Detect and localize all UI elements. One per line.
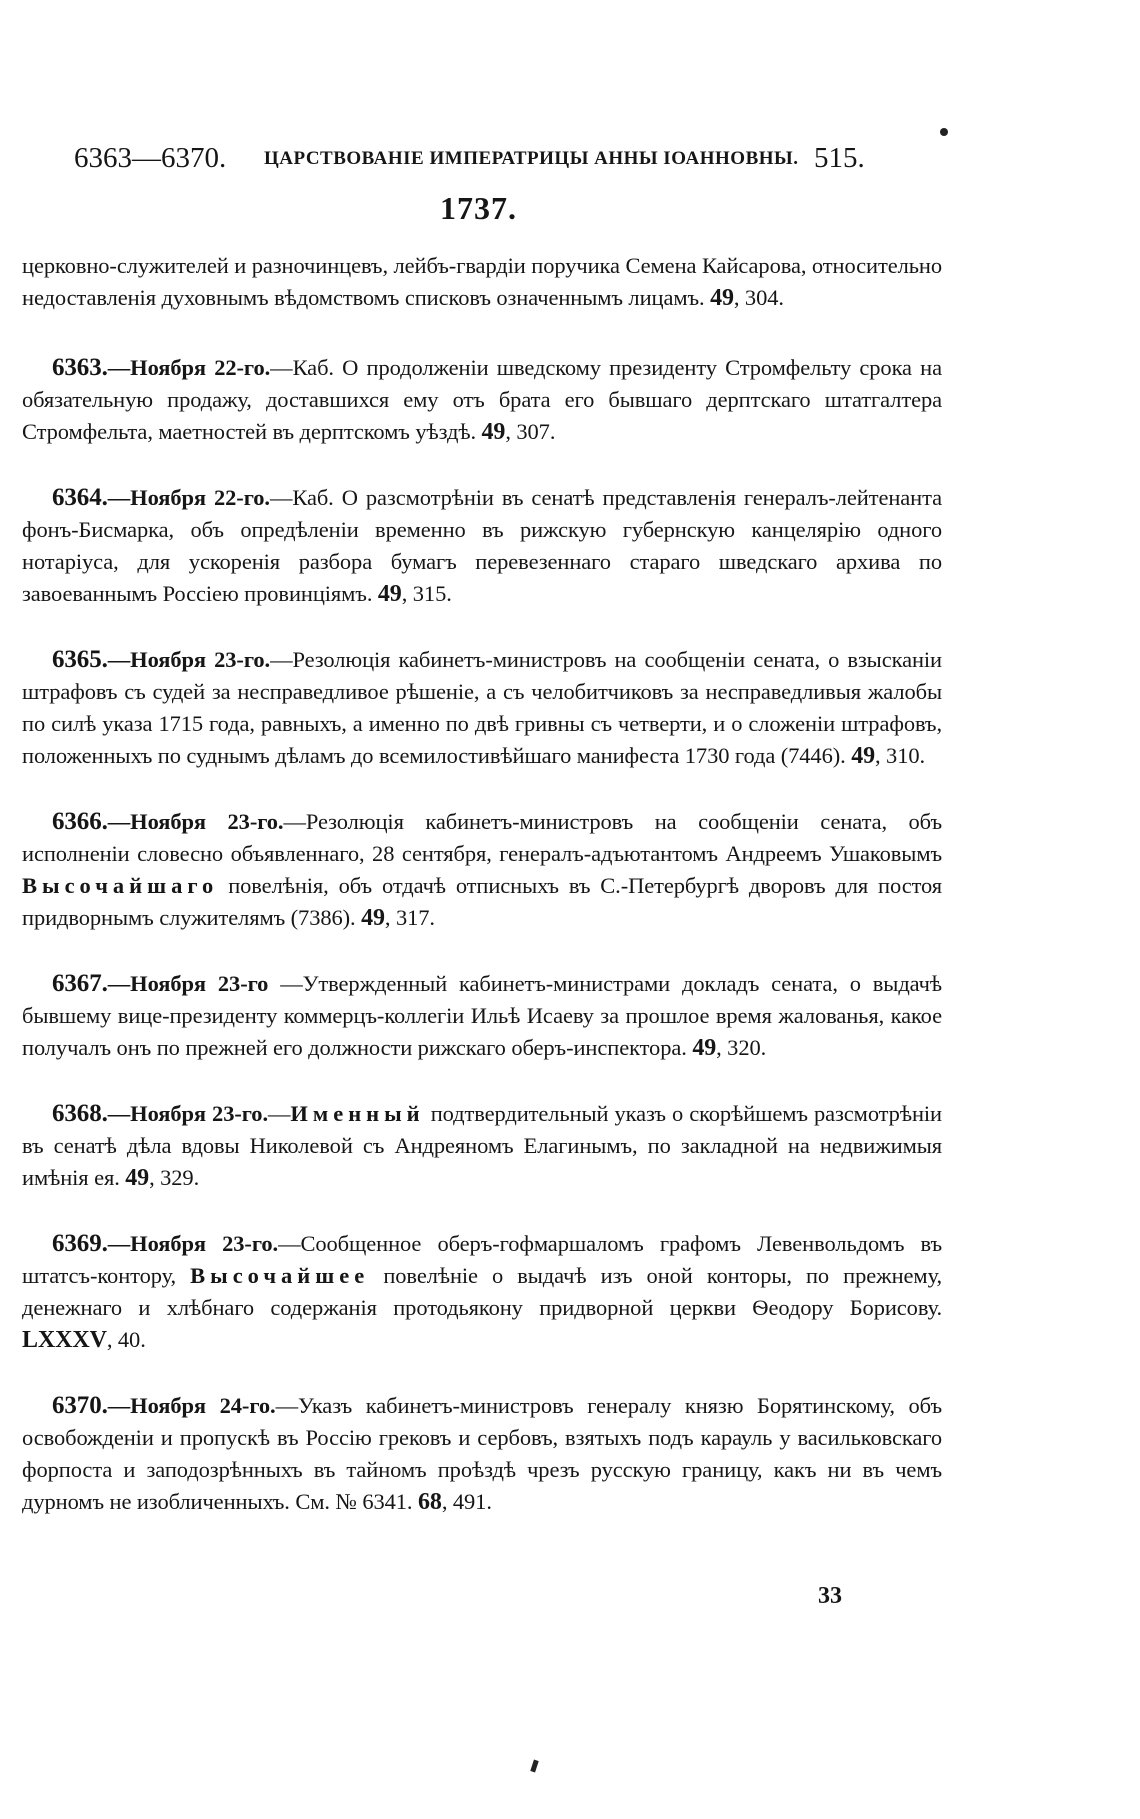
ink-dot: [940, 128, 948, 136]
entry-range: 6363—6370.: [74, 142, 227, 174]
entry-text-after: подтвердительный указъ о скорѣйшемъ разсмотрѣніи въ сенатѣ дѣла вдовы Николевой съ Андреяномъ Елагинымъ, по закладной на недвижимыя имѣнія ея.: [22, 1101, 942, 1190]
intro-paragraph: [22, 250, 942, 314]
ink-mark: [530, 1760, 538, 1773]
entry-date: —Ноября 22-го.: [107, 485, 270, 510]
page-ref: , 329.: [149, 1165, 200, 1190]
entry-6367: [22, 968, 942, 1064]
entry-number: 6363.: [52, 354, 108, 381]
volume-ref: 49: [377, 581, 402, 607]
entry-text: —Каб. О продолженіи шведскому президенту Стромфельту срока на обязательную продажу, доставшихся ему отъ брата его бывшаго дерптскаго штатгалтера Стромфельта, маетностей въ дерптскомъ уѣздѣ.: [22, 355, 943, 444]
body-text: [22, 250, 942, 1552]
entry-text: —Каб. О разсмотрѣніи въ сенатѣ представленія генералъ-лейтенанта фонъ-Бисмарка, объ опредѣленіи временно въ рижскую губернскую канцелярію одного нотаріуса, для ускоренія разбора бумагъ перевезеннаго стараго шведскаго архива по завоеваннымъ Россіею провинціямъ.: [22, 485, 943, 606]
entry-number: 6370.: [52, 1392, 108, 1419]
entry-text-after: повелѣнія, объ отдачѣ отписныхъ въ С.-Петербургѣ дворовъ для постоя придворнымъ служителямъ (7386).: [22, 873, 942, 930]
emphasized-word: Высочайшаго: [22, 873, 219, 898]
entry-6369: [22, 1228, 942, 1356]
entry-number: 6366.: [52, 808, 108, 835]
printer-signature: 33: [818, 1583, 842, 1609]
entry-6368: [22, 1098, 942, 1194]
running-header: [74, 142, 874, 182]
entry-number: 6364.: [52, 484, 108, 511]
entry-text-before: —Сообщенное оберъ-гофмаршаломъ графомъ Левенвольдомъ въ штатсъ-контору,: [22, 1231, 942, 1288]
page-ref: , 310.: [875, 743, 926, 768]
page-ref: , 307.: [505, 419, 556, 444]
page-ref: , 304.: [733, 285, 784, 310]
entry-text: —Утвержденный кабинетъ-министрами докладъ сената, о выдачѣ бывшему вице-президенту коммерцъ-коллегіи Ильѣ Исаеву за прошлое время жалованья, какое получалъ онъ по прежней его должности рижскаго оберъ-инспектора.: [22, 971, 942, 1060]
entry-6370: [22, 1390, 942, 1518]
entry-6365: [22, 644, 942, 772]
entry-text: —Резолюція кабинетъ-министровъ на сообщеніи сената, о взысканіи штрафовъ съ судей за несправедливое рѣшеніе, а съ челобитчиковъ за несправедливыя жалобы по силѣ указа 1715 года, равныхъ, а именно по двѣ гривны съ четверти, и о сложеніи штрафовъ, положенныхъ по суднымъ дѣламъ до всемилостивѣйшаго манифеста 1730 года (7446).: [22, 647, 942, 768]
entry-number: 6368.: [52, 1100, 108, 1127]
year-heading: 1737.: [440, 190, 517, 226]
entry-6363: [22, 352, 942, 448]
entry-6364: [22, 482, 942, 610]
entry-number: 6367.: [52, 970, 108, 997]
entry-text-before: —: [267, 1101, 291, 1126]
page-ref: , 317.: [384, 905, 435, 930]
volume-ref: 49: [851, 743, 875, 769]
page-ref: , 40.: [106, 1327, 146, 1352]
entry-6366: [22, 806, 942, 934]
volume-ref: 49: [481, 419, 506, 445]
volume-ref: 49: [361, 905, 385, 931]
volume-ref: LXXXV: [22, 1327, 107, 1353]
entry-text: —Указъ кабинетъ-министровъ генералу князю Борятинскому, объ освобожденіи и пропускѣ въ Россію грековъ и сербовъ, взятыхъ подъ карауль у васильковскаго форпоста и заподозрѣнныхъ въ тайномъ проѣздѣ чрезъ русскую границу, какъ ни въ чемъ дурномъ не изобличенныхъ. См. № 6341.: [22, 1393, 942, 1514]
entry-date: —Ноября 23-го.: [107, 647, 271, 672]
entry-date: —Ноября 23-го: [107, 971, 269, 996]
entry-text-after: повелѣніе о выдачѣ изъ оной конторы, по прежнему, денежнаго и хлѣбнаго содержанія протодьякону придворной церкви Ѳеодору Борисову.: [22, 1263, 942, 1320]
entry-date: —Ноября 24-го.: [107, 1393, 276, 1418]
volume-ref: 49: [125, 1165, 150, 1191]
entry-date: —Ноября 23-го.: [107, 1231, 279, 1256]
entry-date: —Ноября 23-го.: [107, 1101, 268, 1126]
volume-ref: 49: [692, 1035, 717, 1061]
page-ref: , 320.: [716, 1035, 767, 1060]
volume-ref: 49: [710, 285, 734, 311]
emphasized-word: Высочайшее: [190, 1263, 370, 1288]
volume-ref: 68: [418, 1489, 442, 1515]
entry-date: —Ноября 23-го.: [107, 809, 284, 834]
intro-text: церковно-служителей и разночинцевъ, лейбъ-гвардіи поручика Семена Кайсарова, относительно недоставленія духовнымъ вѣдомствомъ списковъ означеннымъ лицамъ.: [22, 253, 942, 310]
reign-title: ЦАРСТВОВАНІЕ ИМПЕРАТРИЦЫ АННЫ ІОАННОВНЫ.: [264, 148, 799, 169]
entry-date: —Ноября 22-го.: [107, 355, 271, 380]
page-ref: , 315.: [401, 581, 452, 606]
page-ref: , 491.: [441, 1489, 492, 1514]
page-number: 515.: [814, 142, 865, 174]
entry-number: 6365.: [52, 646, 108, 673]
entry-number: 6369.: [52, 1230, 108, 1257]
emphasized-word: Именный: [290, 1101, 425, 1126]
entry-text-before: —Резолюція кабинетъ-министровъ на сообщеніи сената, объ исполненіи словесно объявленнаго, 28 сентября, генералъ-адъютантомъ Андреемъ Ушаковымъ: [22, 809, 942, 866]
